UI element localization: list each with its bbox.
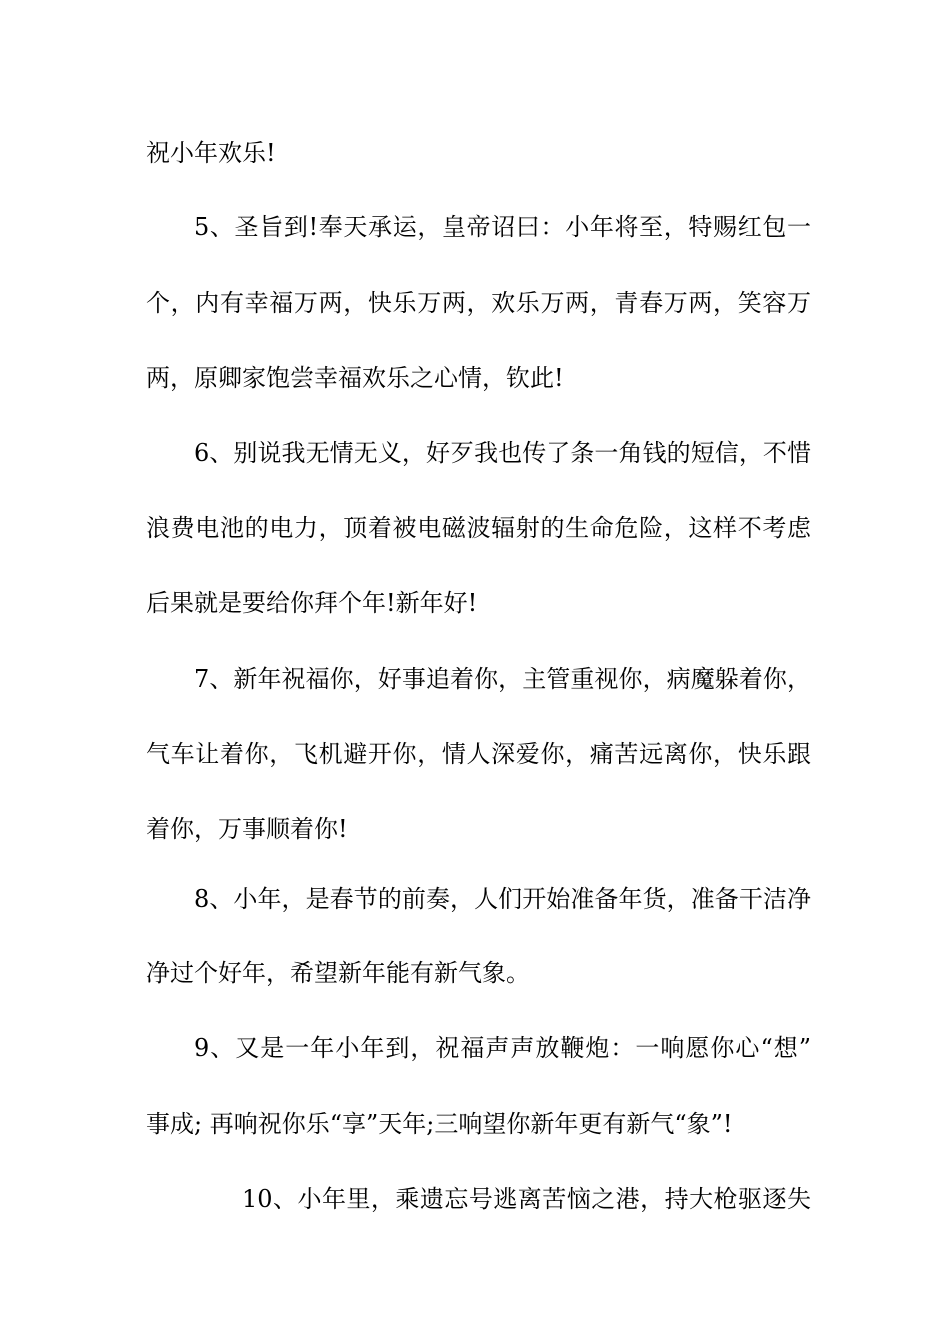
paragraph-7-line-3: 着你，万事顺着你! bbox=[146, 815, 348, 843]
paragraph-7-line-1: 7、新年祝福你，好事追着你，主管重视你，病魔躲着你， bbox=[194, 665, 811, 693]
paragraph-8-line-2: 净过个好年，希望新年能有新气象。 bbox=[146, 959, 530, 987]
paragraph-5-line-2: 个，内有幸福万两，快乐万两，欢乐万两，青春万两，笑容万 bbox=[146, 289, 811, 317]
paragraph-5-line-3: 两，原卿家饱尝幸福欢乐之心情，钦此! bbox=[146, 364, 564, 392]
paragraph-6-line-2: 浪费电池的电力，顶着被电磁波辐射的生命危险，这样不考虑 bbox=[146, 514, 811, 542]
paragraph-9-line-2: 事成; 再响祝你乐“享”天年;三响望你新年更有新气“象”! bbox=[146, 1110, 733, 1138]
paragraph-6-line-1: 6、别说我无情无义，好歹我也传了条一角钱的短信，不惜 bbox=[194, 439, 811, 467]
paragraph-5-line-1: 5、圣旨到!奉天承运，皇帝诏曰：小年将至，特赐红包一 bbox=[194, 213, 811, 241]
paragraph-6-line-3: 后果就是要给你拜个年!新年好! bbox=[146, 589, 478, 617]
paragraph-7-line-2: 气车让着你，飞机避开你，情人深爱你，痛苦远离你，快乐跟 bbox=[146, 740, 811, 768]
paragraph-8-line-1: 8、小年，是春节的前奏，人们开始准备年货，准备干洁净 bbox=[194, 885, 811, 913]
paragraph-4-tail: 祝小年欢乐! bbox=[146, 139, 276, 167]
paragraph-9-line-1: 9、又是一年小年到，祝福声声放鞭炮：一响愿你心“想” bbox=[194, 1034, 811, 1062]
paragraph-10-line-1: 10、小年里，乘遗忘号逃离苦恼之港，持大枪驱逐失 bbox=[242, 1185, 811, 1213]
